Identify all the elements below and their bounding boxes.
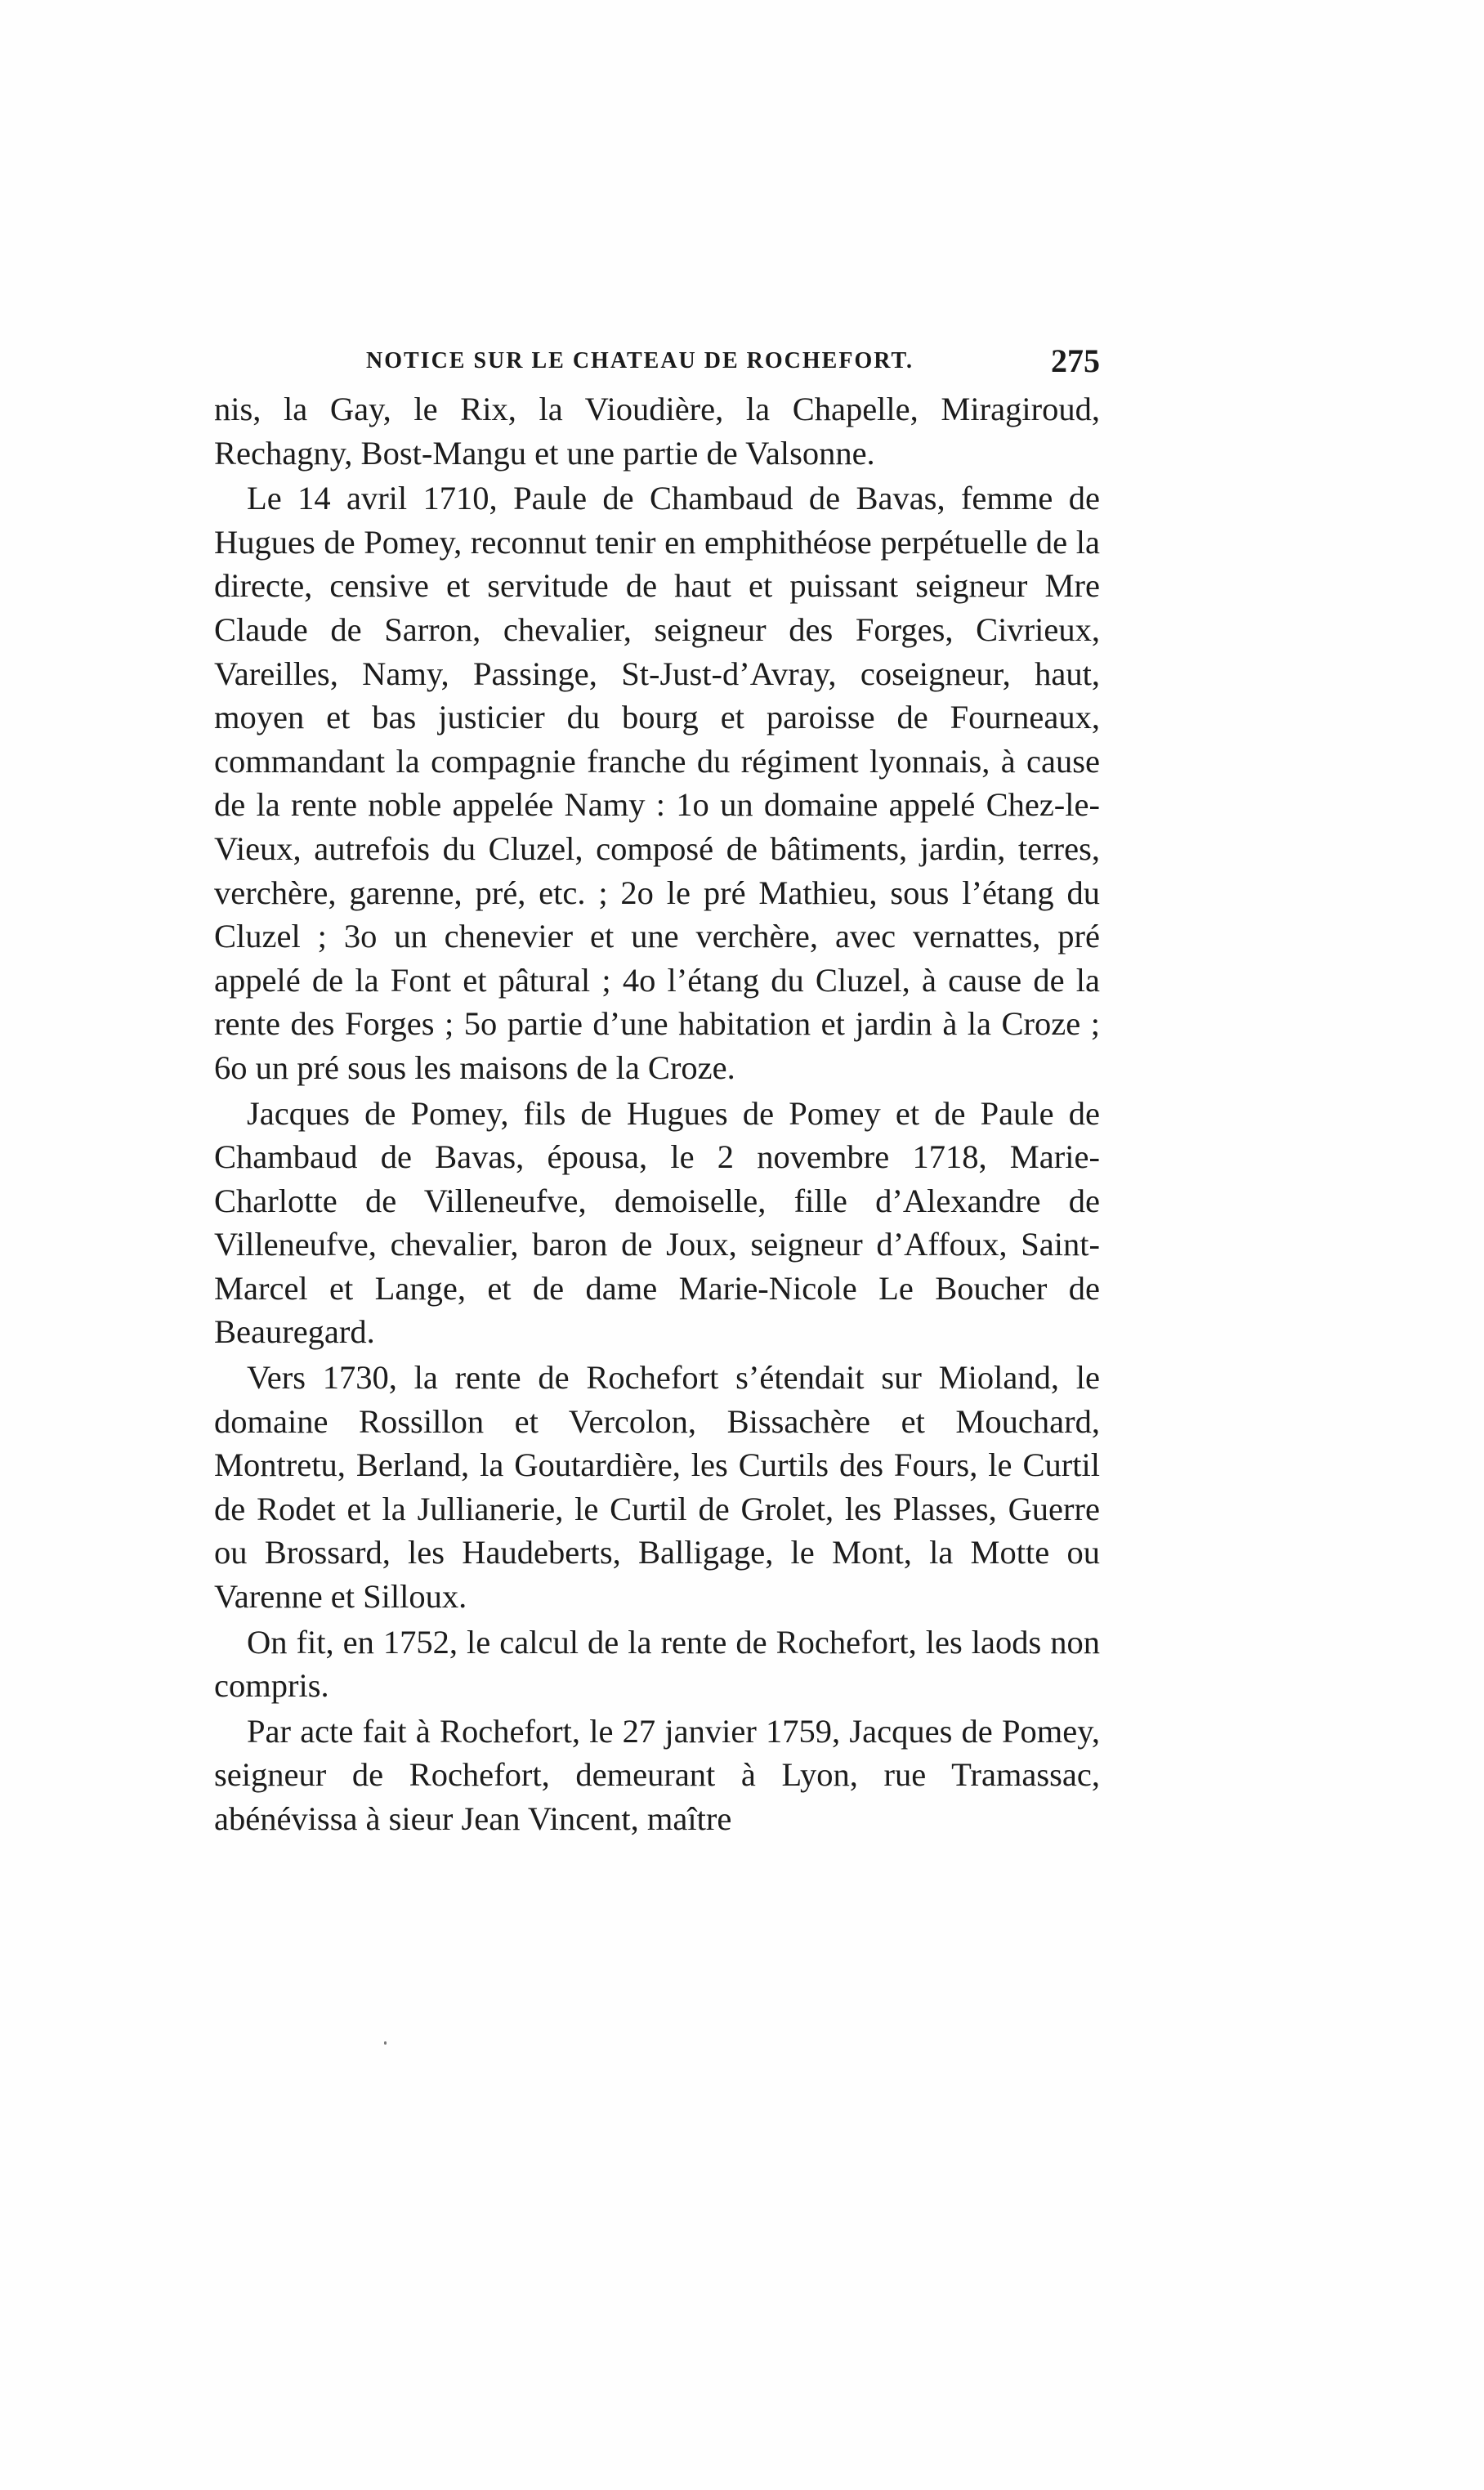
- page-header: [214, 342, 1100, 391]
- body-text: [214, 387, 1100, 1841]
- paragraph-calcul-1752: On fit, en 1752, le calcul de la rente de Rochefort, les laods non compris.: [214, 1623, 1100, 1705]
- paragraph-acte-1759: Par acte fait à Rochefort, le 27 janvier 1759, Jacques de Pomey, seigneur de Rochefort, demeurant à Lyon, rue Tramassac, abénévissa à sieur Jean Vincent, maître: [214, 1712, 1100, 1837]
- ink-speck: [384, 2041, 387, 2045]
- page-number: 275: [1051, 342, 1100, 379]
- paragraph-continuation: nis, la Gay, le Rix, la Vioudière, la Chapelle, Miragiroud, Rechagny, Bost-Mangu et une partie de Valsonne.: [214, 391, 1100, 472]
- paragraph-rente-1730: Vers 1730, la rente de Rochefort s’étendait sur Mioland, le domaine Rossillon et Vercolon, Bissachère et Mouchard, Montretu, Berland, la Goutardière, les Curtils des Fours, le Curtil de Rodet et la Jullianerie, le Curtil de Grolet, les Plasses, Guerre ou Brossard, les Haudeberts, Balligage, le Mont, la Motte ou Varenne et Silloux.: [214, 1359, 1100, 1616]
- paragraph-reconnaissance-1710: Le 14 avril 1710, Paule de Chambaud de Bavas, femme de Hugues de Pomey, reconnut tenir en emphithéose perpétuelle de la directe, censive et servitude de haut et puissant seigneur Mre Claude de Sarron, chevalier, seigneur des Forges, Civrieux, Vareilles, Namy, Passinge, St-Just-d’Avray, coseigneur, haut, moyen et bas justicier du bourg et paroisse de Fourneaux, commandant la compagnie franche du régiment lyonnais, à cause de la rente noble appelée Namy : 1o un domaine appelé Chez-le-Vieux, autrefois du Cluzel, composé de bâtiments, jardin, terres, verchère, garenne, pré, etc. ; 2o le pré Mathieu, sous l’étang du Cluzel ; 3o un chenevier et une verchère, avec vernattes, pré appelé de la Font et pâtural ; 4o l’étang du Cluzel, à cause de la rente des Forges ; 5o partie d’une habitation et jardin à la Croze ; 6o un pré sous les maisons de la Croze.: [214, 480, 1100, 1086]
- running-title: NOTICE SUR LE CHATEAU DE ROCHEFORT.: [366, 348, 914, 373]
- paragraph-mariage-1718: Jacques de Pomey, fils de Hugues de Pomey et de Paule de Chambaud de Bavas, épousa, le 2 novembre 1718, Marie-Charlotte de Villeneufve, demoiselle, fille d’Alexandre de Villeneufve, chevalier, baron de Joux, seigneur d’Affoux, Saint-Marcel et Lange, et de dame Marie-Nicole Le Boucher de Beauregard.: [214, 1094, 1100, 1351]
